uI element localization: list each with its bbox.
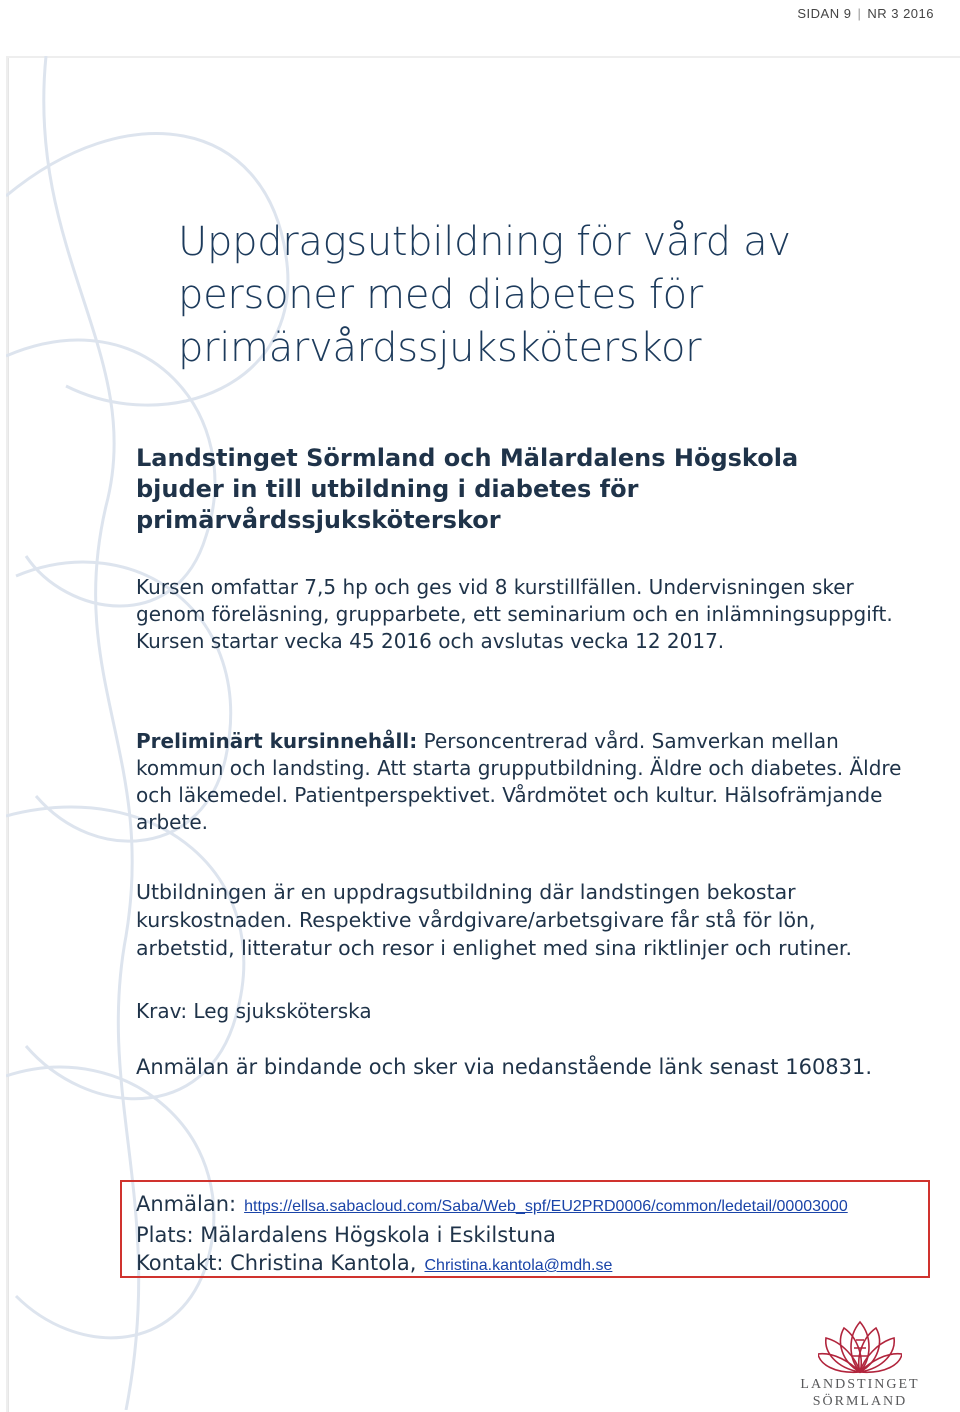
course-description: Kursen omfattar 7,5 hp och ges vid 8 kurstillfällen. Undervisningen sker genom föreläsning, grupparbete, ett seminarium och en inlämningsuppgift. Kursen startar vecka 45 2016 och avslutas vecka 12 2017. [136, 575, 893, 653]
page-title [178, 216, 898, 375]
lead-heading [136, 443, 896, 536]
lead-line: Landstinget Sörmland och Mälardalens Högskola [136, 444, 799, 472]
header-separator: | [857, 6, 862, 21]
registration-info-box [120, 1180, 930, 1278]
landstinget-sormland-logo [790, 1318, 930, 1410]
requirement-text: Krav: Leg sjuksköterska [136, 999, 372, 1023]
course-content-text: Personcentrerad vård. Samverkan mellan kommun och landsting. Att starta grupputbildning. Äldre och diabetes. Äldre och läkemedel. Patientperspektivet. Vårdmötet och kultur. Hälsofrämjande arbete. [136, 729, 902, 834]
signup-label: Anmälan: [136, 1192, 237, 1216]
lotus-emblem-icon [818, 1318, 902, 1376]
funding-paragraph: Utbildningen är en uppdragsutbildning där landstingen bekostar kurskostnaden. Respektive vårdgivare/arbetsgivare får stå för lön, arbetstid, litteratur och resor i enlighet med sina riktlinjer och rutiner. [136, 880, 852, 960]
location-row: Plats: Mälardalens Högskola i Eskilstuna [136, 1223, 556, 1247]
page-header [797, 6, 934, 21]
issue-number: NR 3 2016 [867, 6, 934, 21]
lead-line: bjuder in till utbildning i diabetes för [136, 475, 639, 503]
logo-line: LANDSTINGET [800, 1377, 920, 1392]
contact-email-link[interactable]: Christina.kantola@mdh.se [424, 1257, 613, 1274]
contact-label: Kontakt: Christina Kantola, [136, 1251, 417, 1275]
lead-line: primärvårdssjuksköterskor [136, 506, 501, 534]
course-content [136, 728, 906, 836]
page-number: SIDAN 9 [797, 6, 852, 21]
course-content-label: Preliminärt kursinnehåll: [136, 729, 418, 753]
contact-row [136, 1249, 914, 1280]
logo-line: SÖRMLAND [812, 1394, 908, 1409]
title-line: primärvårdssjuksköterskor [178, 325, 702, 371]
title-line: personer med diabetes för [178, 272, 703, 318]
title-line: Uppdragsutbildning för vård av [178, 219, 791, 265]
registration-note: Anmälan är bindande och sker via nedanstående länk senast 160831. [136, 1055, 873, 1079]
signup-row [136, 1190, 914, 1221]
logo-text [790, 1376, 930, 1410]
signup-link[interactable]: https://ellsa.sabacloud.com/Saba/Web_spf/EU2PRD0006/common/ledetail/00003000 [244, 1198, 848, 1215]
